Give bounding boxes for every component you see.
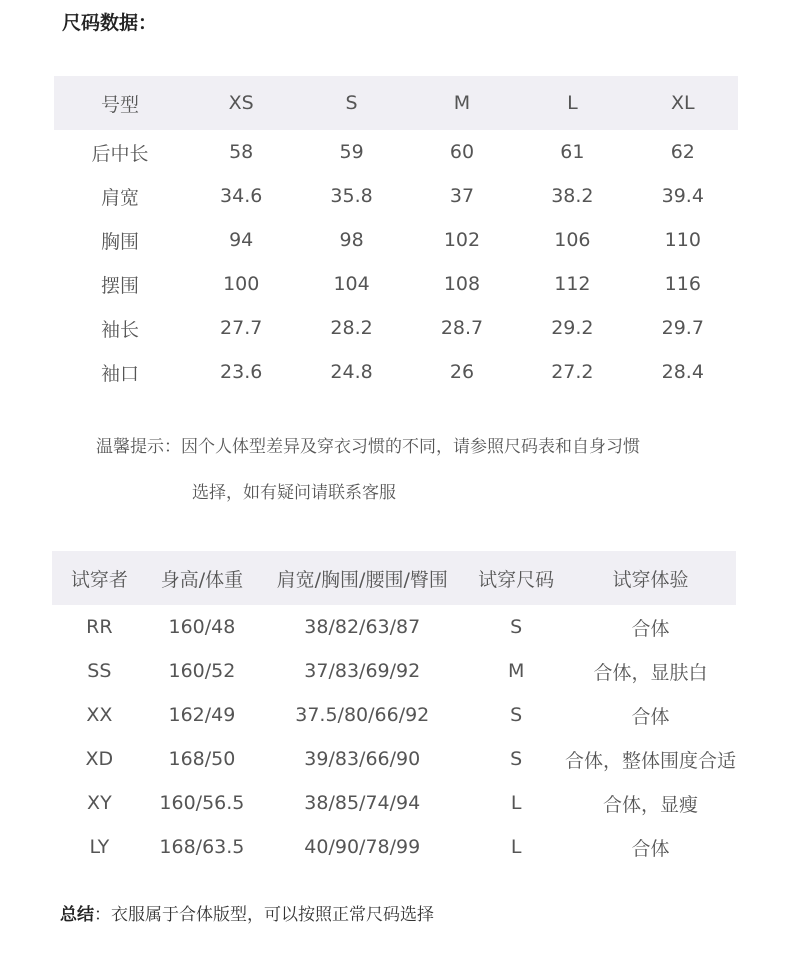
table-cell: 袖口	[100, 362, 139, 385]
table-cell: 58	[229, 141, 254, 163]
table-cell: 116	[664, 273, 701, 295]
table-cell: 112	[554, 273, 591, 295]
table-cell: L	[510, 792, 522, 814]
table-cell: XY	[87, 792, 112, 814]
table-cell: 104	[333, 273, 370, 295]
table-row	[54, 350, 738, 394]
table-row	[52, 693, 736, 737]
table-cell: 108	[443, 273, 481, 295]
table-cell: 102	[443, 229, 481, 251]
table-cell: 合体	[631, 617, 670, 640]
table-cell: 160/52	[168, 660, 236, 682]
table-row	[54, 306, 738, 350]
table-cell: 28.4	[661, 361, 704, 383]
summary-text: ：衣服属于合体版型，可以按照正常尺码选择	[94, 905, 434, 925]
table-cell: 肩宽	[100, 186, 139, 209]
summary	[60, 900, 434, 925]
table-cell: 168/63.5	[159, 836, 245, 858]
table-cell: 160/48	[168, 616, 236, 638]
page-title: 尺码数据：	[62, 12, 158, 34]
table-cell: 27.7	[220, 317, 263, 339]
header-cell: 号型	[54, 76, 186, 130]
table-cell: SS	[87, 660, 112, 682]
header-cell: 试穿体验	[565, 551, 736, 605]
table-cell: 胸围	[100, 230, 139, 253]
table-cell: 34.6	[220, 185, 263, 207]
table-row	[52, 781, 736, 825]
table-header-row	[52, 551, 736, 605]
table-cell: 160/56.5	[159, 792, 245, 814]
table-row	[52, 649, 736, 693]
table-cell: LY	[89, 836, 110, 858]
table-cell: 26	[449, 361, 475, 383]
header-cell: M	[407, 76, 517, 130]
table-cell: 37	[449, 185, 475, 207]
header-cell: XL	[628, 76, 738, 130]
table-cell: 38.2	[551, 185, 594, 207]
table-cell: 29.7	[661, 317, 704, 339]
table-cell: 合体	[631, 705, 670, 728]
table-cell: 35.8	[330, 185, 373, 207]
table-cell: 袖长	[100, 318, 139, 341]
table-row	[54, 174, 738, 218]
header-cell: S	[296, 76, 406, 130]
table-cell: 162/49	[168, 704, 236, 726]
table-cell: L	[510, 836, 522, 858]
table-cell: 40/90/78/99	[304, 836, 421, 858]
summary-label: 总结	[60, 905, 94, 925]
table-cell: 106	[554, 229, 591, 251]
table-cell: 合体，显肤白	[593, 661, 708, 684]
table-cell: 60	[449, 141, 475, 163]
table-cell: 100	[223, 273, 260, 295]
header-cell: 试穿尺码	[467, 551, 565, 605]
table-cell: 合体，整体围度合适	[564, 749, 736, 772]
table-cell: 39/83/66/90	[304, 748, 421, 770]
table-cell: 38/85/74/94	[304, 792, 421, 814]
table-cell: 合体	[631, 837, 670, 860]
header-cell: 试穿者	[52, 551, 147, 605]
table-cell: 摆围	[100, 274, 139, 297]
table-cell: 27.2	[551, 361, 594, 383]
header-cell: 肩宽/胸围/腰围/臀围	[257, 551, 467, 605]
table-cell: XX	[86, 704, 113, 726]
table-cell: 后中长	[91, 142, 149, 165]
table-cell: 39.4	[661, 185, 704, 207]
table-cell: 24.8	[330, 361, 373, 383]
table-cell: S	[510, 748, 523, 770]
table-cell: 23.6	[220, 361, 263, 383]
table-cell: 37/83/69/92	[304, 660, 421, 682]
table-cell: 59	[339, 141, 364, 163]
table-cell: 合体，显瘦	[602, 793, 698, 816]
tip-line-2: 选择，如有疑问请联系客服	[192, 483, 396, 503]
table-row	[54, 218, 738, 262]
table-row	[52, 605, 736, 649]
table-cell: 110	[664, 229, 701, 251]
table-cell: 62	[670, 141, 695, 163]
size-chart-table	[54, 76, 738, 394]
header-cell: XS	[186, 76, 296, 130]
table-cell: 98	[339, 229, 364, 251]
table-row	[54, 262, 738, 306]
header-cell: L	[517, 76, 627, 130]
table-cell: 29.2	[551, 317, 594, 339]
table-cell: 38/82/63/87	[304, 616, 421, 638]
fit-test-table	[52, 551, 736, 869]
tip-line-1: 温馨提示：因个人体型差异及穿衣习惯的不同，请参照尺码表和自身习惯	[96, 437, 640, 457]
table-cell: XD	[85, 748, 114, 770]
table-row	[54, 130, 738, 174]
table-cell: M	[507, 660, 525, 682]
table-row	[52, 737, 736, 781]
table-cell: 37.5/80/66/92	[295, 704, 430, 726]
table-cell: S	[510, 704, 523, 726]
table-cell: RR	[86, 616, 113, 638]
table-row	[52, 825, 736, 869]
header-cell: 身高/体重	[147, 551, 257, 605]
table-header-row	[54, 76, 738, 130]
table-cell: 168/50	[168, 748, 236, 770]
table-cell: 61	[560, 141, 585, 163]
table-cell: 28.2	[330, 317, 373, 339]
table-cell: 28.7	[440, 317, 484, 339]
table-cell: 94	[229, 229, 254, 251]
table-cell: S	[510, 616, 523, 638]
